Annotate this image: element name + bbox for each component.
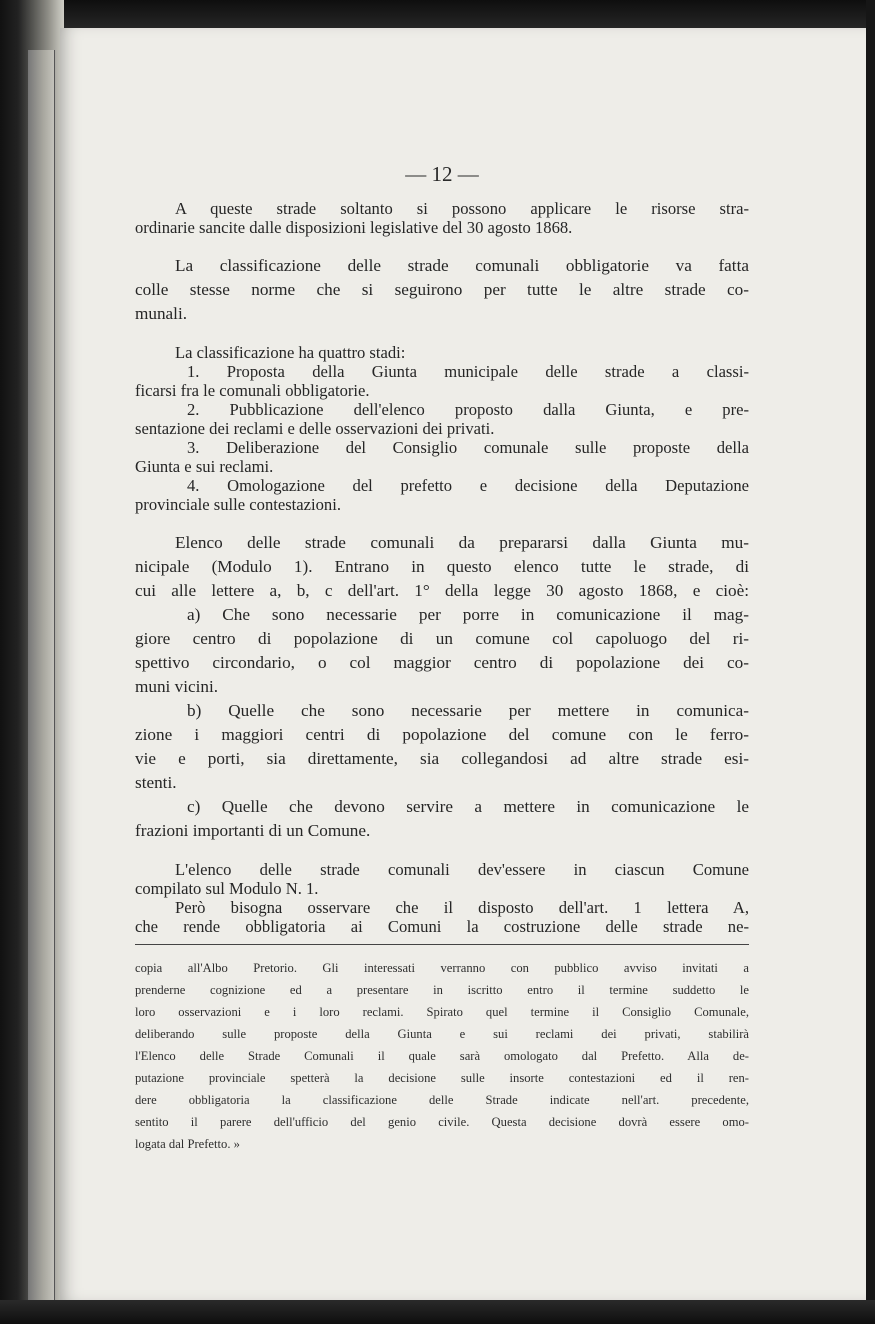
text-line: stenti.	[135, 773, 177, 792]
scan-right-edge	[866, 0, 875, 1324]
footnote-line: loro osservazioni e i loro reclami. Spirato quel termine il Consiglio Comunale,	[135, 1005, 749, 1019]
text-line: 1. Proposta della Giunta municipale delle strade a classi-	[187, 362, 749, 381]
footnote-line: putazione provinciale spetterà la decisione sulle insorte contestazioni ed il ren-	[135, 1071, 749, 1085]
text-line: b) Quelle che sono necessarie per mettere in comunica-	[187, 701, 749, 720]
text-line: 2. Pubblicazione dell'elenco proposto dalla Giunta, e pre-	[187, 400, 749, 419]
text-line: Giunta e sui reclami.	[135, 457, 274, 476]
text-line: che rende obbligatoria ai Comuni la costruzione delle strade ne-	[135, 917, 749, 936]
text-line: La classificazione delle strade comunali obbligatorie va fatta	[175, 256, 749, 275]
paragraph-4-elenco	[135, 531, 749, 843]
text-line: compilato sul Modulo N. 1.	[135, 879, 319, 898]
text-line: cui alle lettere a, b, c dell'art. 1° della legge 30 agosto 1868, e cioè:	[135, 581, 749, 600]
text-line: Elenco delle strade comunali da prepararsi dalla Giunta mu-	[175, 533, 749, 552]
facing-page-strip	[28, 50, 55, 1300]
text-line: La classificazione ha quattro stadi:	[175, 343, 406, 362]
text-line: A queste strade soltanto si possono applicare le risorse stra-	[175, 199, 749, 218]
scan-top-edge	[0, 0, 875, 28]
footnote-line: l'Elenco delle Strade Comunali il quale sarà omologato dal Prefetto. Alla de-	[135, 1049, 749, 1063]
footnote-separator	[135, 944, 749, 945]
text-line: 4. Omologazione del prefetto e decisione della Deputazione	[187, 476, 749, 495]
text-line: ficarsi fra le comunali obbligatorie.	[135, 381, 370, 400]
page-number: — 12 —	[405, 162, 479, 186]
text-line: a) Che sono necessarie per porre in comunicazione il mag-	[187, 605, 749, 624]
text-line: frazioni importanti di un Comune.	[135, 821, 371, 840]
footnote-line: logata dal Prefetto. »	[135, 1137, 240, 1151]
text-line: muni vicini.	[135, 677, 219, 696]
paragraph-1	[135, 199, 749, 237]
footnote-line: prenderne cognizione ed a presentare in iscritto entro il termine suddetto le	[135, 983, 749, 997]
scan-bottom-edge	[0, 1300, 875, 1324]
text-line: giore centro di popolazione di un comune col capoluogo del ri-	[135, 629, 749, 648]
text-line: spettivo circondario, o col maggior centro di popolazione dei co-	[135, 653, 749, 672]
page-text	[135, 128, 749, 1155]
text-line: L'elenco delle strade comunali dev'essere in ciascun Comune	[175, 860, 749, 879]
paragraph-5	[135, 860, 749, 936]
text-line: 3. Deliberazione del Consiglio comunale sulle proposte della	[187, 438, 749, 457]
text-line: munali.	[135, 304, 188, 323]
text-line: provinciale sulle contestazioni.	[135, 495, 341, 514]
text-line: sentazione dei reclami e delle osservazioni dei privati.	[135, 419, 495, 438]
footnote-line: deliberando sulle proposte della Giunta e sui reclami dei privati, stabilirà	[135, 1027, 749, 1041]
text-line: vie e porti, sia direttamente, sia collegandosi ad altre strade esi-	[135, 749, 749, 768]
footnote	[135, 957, 749, 1155]
text-line: colle stesse norme che si seguirono per tutte le altre strade co-	[135, 280, 749, 299]
text-line: c) Quelle che devono servire a mettere in comunicazione le	[187, 797, 749, 816]
footnote-line: dere obbligatoria la classificazione delle Strade indicate nell'art. precedente,	[135, 1093, 749, 1107]
text-line: nicipale (Modulo 1). Entrano in questo elenco tutte le strade, di	[135, 557, 749, 576]
text-line: zione i maggiori centri di popolazione del comune con le ferro-	[135, 725, 749, 744]
footnote-line: sentito il parere dell'ufficio del genio civile. Questa decisione dovrà essere omo-	[135, 1115, 749, 1129]
paragraph-3-stages	[135, 343, 749, 514]
text-line: Però bisogna osservare che il disposto dell'art. 1 lettera A,	[175, 898, 749, 917]
paragraph-2	[135, 254, 749, 326]
text-line: ordinarie sancite dalle disposizioni legislative del 30 agosto 1868.	[135, 218, 573, 237]
footnote-line: copia all'Albo Pretorio. Gli interessati verranno con pubblico avviso invitati a	[135, 961, 749, 975]
